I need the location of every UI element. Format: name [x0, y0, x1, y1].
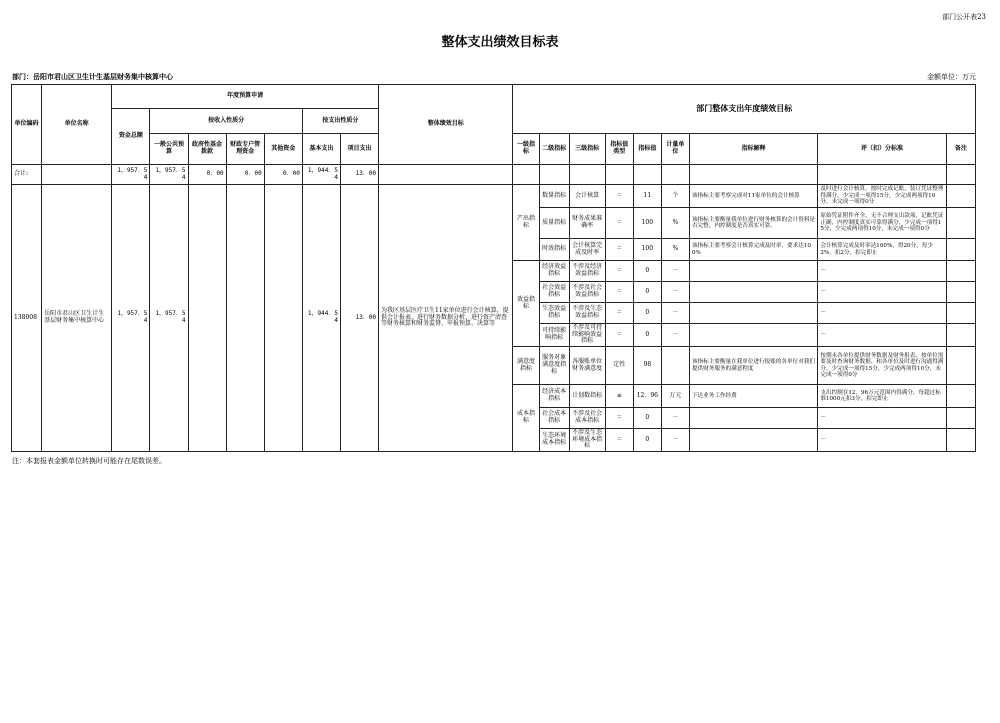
indicator-explanation [689, 261, 817, 282]
total-label: 合计: [12, 165, 42, 185]
indicator-level2: 数量指标 [539, 185, 569, 208]
group-output: 产出指标 [513, 185, 539, 261]
indicator-unit: － [661, 303, 689, 324]
indicator-scoring: － [818, 429, 946, 452]
header-project-exp: 项目支出 [340, 134, 378, 165]
indicator-type: 定性 [605, 347, 633, 385]
indicator-scoring: － [818, 261, 946, 282]
group-benefit: 效益指标 [513, 261, 539, 347]
indicator-remark [946, 408, 975, 429]
indicator-explanation [689, 282, 817, 303]
amount-unit-label: 金额单位：万元 [927, 73, 976, 81]
total-general-value: 1，957．54 [150, 165, 188, 185]
indicator-unit: 个 [661, 185, 689, 208]
total-basic-value: 1，944．54 [302, 165, 340, 185]
indicator-level2: 时效指标 [539, 239, 569, 261]
indicator-explanation [689, 408, 817, 429]
total-project-value: 13．00 [340, 165, 378, 185]
unit-project-value: 13．00 [340, 185, 378, 452]
indicator-unit: － [661, 324, 689, 347]
header-overall-goal: 整体绩效目标 [379, 85, 513, 165]
indicator-explanation: 该指标主要考察完成对11家单位的会计核算 [689, 185, 817, 208]
indicator-level3: 不涉及生态效益指标 [569, 303, 605, 324]
indicator-level2: 经济成本指标 [539, 385, 569, 408]
header-explanation: 指标解释 [689, 134, 817, 165]
footnote: 注：本套报表金额单位转换时可能存在尾数误差。 [12, 457, 166, 465]
indicator-type: ≤ [605, 385, 633, 408]
indicator-level3: 不涉及社会效益指标 [569, 282, 605, 303]
header-fiscal-special: 财政专户管理资金 [226, 134, 264, 165]
indicator-level3: 不涉及经济效益指标 [569, 261, 605, 282]
indicator-remark [946, 185, 975, 208]
indicator-value: 12．96 [633, 385, 661, 408]
indicator-explanation: 该指标主要衡量在我单位进行报账的各单位对我们提供财务服务的满意程度 [689, 347, 817, 385]
unit-general-value: 1，957．54 [150, 185, 188, 452]
indicator-value: 11 [633, 185, 661, 208]
indicator-level2: 生态效益指标 [539, 303, 569, 324]
department-label: 部门：岳阳市君山区卫生计生基层财务集中核算中心 [12, 72, 173, 81]
indicator-unit: － [661, 282, 689, 303]
indicator-explanation [689, 303, 817, 324]
header-budget-request: 年度预算申请 [112, 85, 379, 109]
group-cost: 成本指标 [513, 385, 539, 452]
indicator-level3: 不涉及社会成本指标 [569, 408, 605, 429]
total-funds-value: 1，957．54 [112, 165, 150, 185]
indicator-type: ＝ [605, 261, 633, 282]
unit-name-value: 岳阳市君山区卫生计生基层财务集中核算中心 [42, 185, 112, 452]
header-level1: 一级指标 [513, 134, 539, 165]
indicator-value: 0 [633, 282, 661, 303]
indicator-level3: 各服账单位财务满意度 [569, 347, 605, 385]
total-row [12, 165, 976, 185]
indicator-remark [946, 239, 975, 261]
indicator-value: 0 [633, 303, 661, 324]
indicator-type: ＝ [605, 282, 633, 303]
indicator-scoring: 及时进行会计核算，按时完成记账，装订凭证整理得满分，少完成一项得15分，少完成两项得10分，未完成一项得0分 [818, 185, 946, 208]
indicator-remark [946, 261, 975, 282]
header-unit-name: 单位名称 [42, 85, 112, 165]
header-by-expense: 按支出性质分 [302, 109, 378, 134]
indicator-remark [946, 303, 975, 324]
header-remark: 备注 [946, 134, 975, 165]
indicator-value: 0 [633, 261, 661, 282]
header-basic-exp: 基本支出 [302, 134, 340, 165]
indicator-value: 98 [633, 347, 661, 385]
indicator-level3: 会计核算 [569, 185, 605, 208]
indicator-scoring: 按期未各单位提供财务数据及财务报表、按单位需要及时查询财务数据、和各单位及时进行沟通得满分，少完成一项得15分，少完成两项得10分，未完成一项得0分 [818, 347, 946, 385]
table-row [12, 185, 976, 208]
indicator-explanation: 该指标主要衡量我单位进行财务核算的会计资料是否完整，内控制度是否真实可靠。 [689, 208, 817, 239]
unit-basic-value: 1，944．54 [302, 185, 340, 452]
indicator-remark [946, 282, 975, 303]
indicator-level3: 会计核算完成及时率 [569, 239, 605, 261]
indicator-type: ＝ [605, 408, 633, 429]
header-measure-unit: 计量单位 [661, 134, 689, 165]
indicator-remark [946, 347, 975, 385]
indicator-type: ＝ [605, 185, 633, 208]
page-title: 整体支出绩效目标表 [441, 35, 559, 50]
header-unit-code: 单位编码 [12, 85, 42, 165]
overall-goal-text: 为我区基层医疗卫生11家单位进行会计核算，提供会计报表，进行财务数据分析、进行资产清查等财务核算和财务监督、申报预算、决算等 [379, 185, 513, 452]
indicator-value: 100 [633, 208, 661, 239]
header-value: 指标值 [633, 134, 661, 165]
indicator-remark [946, 208, 975, 239]
indicator-value: 100 [633, 239, 661, 261]
total-other-value: 0．00 [264, 165, 302, 185]
indicator-unit: % [661, 239, 689, 261]
indicator-unit: － [661, 408, 689, 429]
total-gov-fund-value: 0．00 [188, 165, 226, 185]
indicator-unit [661, 347, 689, 385]
header-scoring: 评（扣）分标准 [818, 134, 946, 165]
indicator-unit: － [661, 261, 689, 282]
indicator-level3: 财务成果准确率 [569, 208, 605, 239]
unit-total-value: 1，957．54 [112, 185, 150, 452]
indicator-level2: 质量指标 [539, 208, 569, 239]
header-by-income: 按收入性质分 [150, 109, 302, 134]
indicator-scoring: － [818, 408, 946, 429]
header-value-type: 指标值类型 [605, 134, 633, 165]
indicator-scoring: 原始凭证附件齐全，无不合理支出款项，记账凭证正确，内控制度真实可靠得满分，少完成一项得15分，少完成两项得10分，未完成一项得0分 [818, 208, 946, 239]
indicator-explanation: 下达业务工作经费 [689, 385, 817, 408]
header-level2: 二级指标 [539, 134, 569, 165]
performance-goal-table [11, 84, 976, 452]
indicator-scoring: 会计核算完成及时率达100%，得20分，每少2%，扣2分，扣完即止 [818, 239, 946, 261]
indicator-level2: 社会效益指标 [539, 282, 569, 303]
indicator-type: ＝ [605, 324, 633, 347]
indicator-level3: 不涉及可持续影响效益指标 [569, 324, 605, 347]
group-satisfaction: 满意度指标 [513, 347, 539, 385]
indicator-explanation [689, 324, 817, 347]
indicator-scoring: － [818, 303, 946, 324]
indicator-level3: 不涉及生态环境成本指标 [569, 429, 605, 452]
total-fiscal-value: 0．00 [226, 165, 264, 185]
indicator-type: ＝ [605, 208, 633, 239]
indicator-remark [946, 324, 975, 347]
indicator-scoring: 支出控制在12．96万元范围内得满分，每超过标准1000元扣3分，扣完即止 [818, 385, 946, 408]
header-gov-fund: 政府性基金拨款 [188, 134, 226, 165]
indicator-level2: 社会成本指标 [539, 408, 569, 429]
indicator-explanation [689, 429, 817, 452]
header-general-public: 一般公共预算 [150, 134, 188, 165]
indicator-unit: % [661, 208, 689, 239]
indicator-remark [946, 429, 975, 452]
indicator-value: 0 [633, 324, 661, 347]
indicator-value: 0 [633, 429, 661, 452]
header-level3: 三级指标 [569, 134, 605, 165]
indicator-value: 0 [633, 408, 661, 429]
indicator-explanation: 该指标主要考察会计核算完成及时率，要求达100% [689, 239, 817, 261]
header-other-funds: 其他资金 [264, 134, 302, 165]
indicator-level2: 可持续影响指标 [539, 324, 569, 347]
header-total-funds: 资金总额 [112, 109, 150, 165]
indicator-unit: － [661, 429, 689, 452]
indicator-level2: 服务对象满意度指标 [539, 347, 569, 385]
indicator-remark [946, 385, 975, 408]
indicator-scoring: － [818, 324, 946, 347]
indicator-type: ＝ [605, 239, 633, 261]
indicator-scoring: － [818, 282, 946, 303]
indicator-type: ＝ [605, 303, 633, 324]
indicator-level3: 计划数指标 [569, 385, 605, 408]
table-number-label: 部门公开表23 [942, 13, 986, 21]
indicator-unit: 万元 [661, 385, 689, 408]
unit-code-value: 138008 [12, 185, 42, 452]
indicator-level2: 生态环境成本指标 [539, 429, 569, 452]
indicator-level2: 经济效益指标 [539, 261, 569, 282]
indicator-type: ＝ [605, 429, 633, 452]
header-dept-goal: 部门整体支出年度绩效目标 [513, 85, 976, 134]
